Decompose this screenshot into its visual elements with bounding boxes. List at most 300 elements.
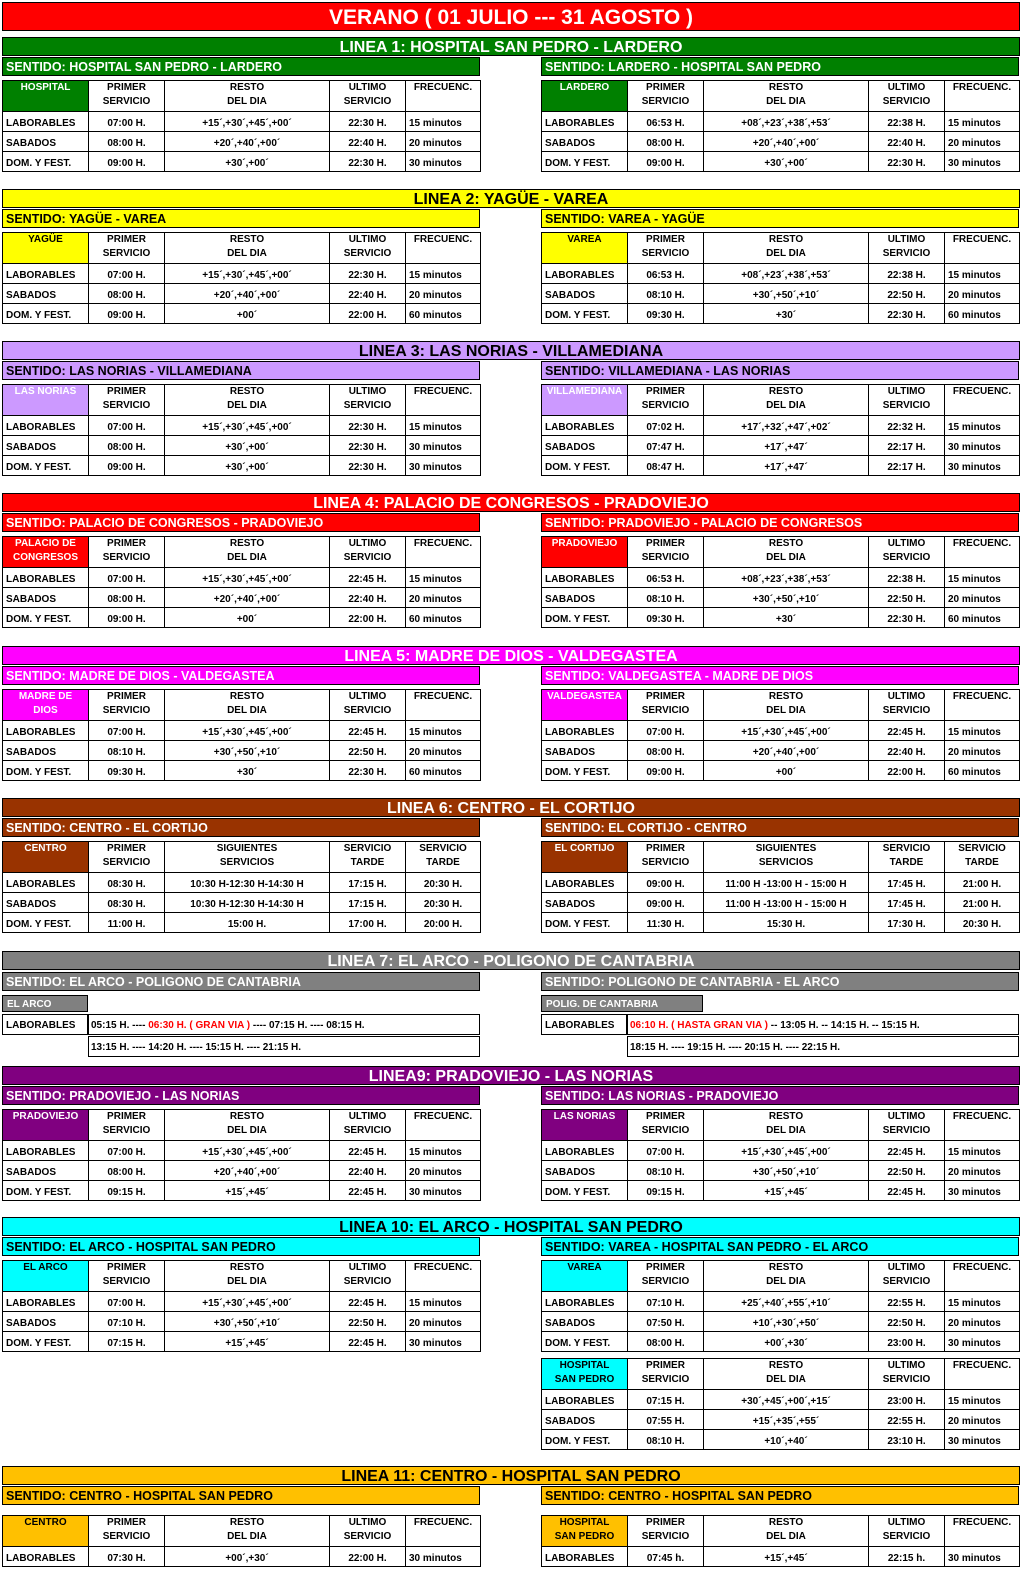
column-header-line: ULTIMO	[887, 1360, 926, 1371]
day-type: SABADOS	[542, 893, 628, 913]
table-cell: 20 minutos	[945, 1410, 1020, 1430]
column-header-line: FRECUENC.	[413, 1517, 473, 1528]
table-row	[542, 1141, 1020, 1161]
column-header	[869, 385, 945, 416]
table-cell: 08:00 H.	[89, 1161, 165, 1181]
table-cell: +30´,+00´	[704, 152, 869, 172]
column-header	[89, 537, 165, 568]
origin-name: VAREA	[567, 1262, 602, 1273]
column-header-line: SERVICIO	[958, 843, 1006, 854]
column-header-line: PRIMER	[107, 538, 146, 549]
table-cell: 09:15 H.	[628, 1181, 704, 1201]
table-cell: +20´,+40´,+00´	[704, 132, 869, 152]
table-cell: 20 minutos	[945, 132, 1020, 152]
day-type: LABORABLES	[3, 112, 89, 132]
origin-name: YAGÜE	[28, 234, 63, 245]
table-cell: 22:40 H.	[330, 284, 406, 304]
table-cell: 07:10 H.	[628, 1292, 704, 1312]
origin-name: CENTRO	[24, 1517, 67, 1528]
column-header	[89, 233, 165, 264]
origin-name: HOSPITAL	[20, 82, 71, 93]
column-header	[330, 537, 406, 568]
day-type: LABORABLES	[542, 873, 628, 893]
timetable	[2, 232, 481, 324]
column-header	[165, 842, 330, 873]
day-type: LABORABLES	[3, 416, 89, 436]
column-header-line: DEL DIA	[227, 1276, 267, 1287]
table-row	[3, 304, 481, 324]
table-cell: 60 minutos	[406, 761, 481, 781]
table-row	[542, 1161, 1020, 1181]
column-header	[628, 1516, 704, 1547]
line-title: LINEA 10: EL ARCO - HOSPITAL SAN PEDRO	[2, 1217, 1020, 1236]
table-cell: 08:47 H.	[628, 456, 704, 476]
table-row	[3, 608, 481, 628]
timetable	[541, 1109, 1020, 1201]
column-header	[165, 81, 330, 112]
day-type: LABORABLES	[3, 264, 89, 284]
table-cell: +00´,+30´	[165, 1547, 330, 1567]
column-header-line: FRECUENC.	[413, 1262, 473, 1273]
table-row	[3, 893, 481, 913]
column-header	[628, 537, 704, 568]
column-header-line: PRIMER	[646, 1111, 685, 1122]
departure-times: 13:15 H. ---- 14:20 H. ---- 15:15 H. ---- 21:15 H.	[88, 1036, 480, 1057]
table-cell: 22:38 H.	[869, 112, 945, 132]
column-header	[704, 1261, 869, 1292]
day-type: SABADOS	[542, 1410, 628, 1430]
table-cell: 22:40 H.	[330, 588, 406, 608]
day-type: SABADOS	[3, 1312, 89, 1332]
column-header	[869, 1110, 945, 1141]
table-cell: 22:50 H.	[869, 1312, 945, 1332]
line-title: LINEA 3: LAS NORIAS - VILLAMEDIANA	[2, 341, 1020, 360]
table-cell: 22:45 H.	[330, 1292, 406, 1312]
column-header-line: DEL DIA	[766, 96, 806, 107]
table-cell: 15 minutos	[406, 721, 481, 741]
column-header-line: DEL DIA	[766, 1125, 806, 1136]
table-cell: 23:00 H.	[869, 1332, 945, 1352]
origin-stop	[542, 1359, 628, 1390]
direction-label: SENTIDO: MADRE DE DIOS - VALDEGASTEA	[2, 666, 480, 685]
column-header-line: PRIMER	[646, 1517, 685, 1528]
origin-name-2: DIOS	[33, 705, 58, 716]
column-header-line: RESTO	[229, 386, 265, 397]
column-header-line: SERVICIO	[882, 552, 931, 563]
table-row	[3, 568, 481, 588]
origin-stop	[3, 1110, 89, 1141]
direction-label: SENTIDO: LAS NORIAS - VILLAMEDIANA	[2, 361, 480, 380]
day-type: LABORABLES	[3, 1292, 89, 1312]
column-header-line: DEL DIA	[227, 248, 267, 259]
column-header-line: RESTO	[768, 1360, 804, 1371]
timetable	[541, 689, 1020, 781]
origin-name: HOSPITAL	[559, 1517, 610, 1528]
direction-label: SENTIDO: VAREA - HOSPITAL SAN PEDRO - EL ARCO	[541, 1237, 1019, 1256]
table-cell: +15´,+45´	[704, 1547, 869, 1567]
table-cell: 22:00 H.	[869, 761, 945, 781]
origin-name: MADRE DE	[18, 691, 73, 702]
column-header-line: PRIMER	[107, 82, 146, 93]
column-header-line: SERVICIO	[882, 400, 931, 411]
table-row	[3, 1141, 481, 1161]
table-row	[3, 112, 481, 132]
page-title: VERANO ( 01 JULIO --- 31 AGOSTO )	[2, 2, 1020, 31]
day-type: LABORABLES	[542, 568, 628, 588]
day-type: LABORABLES	[542, 721, 628, 741]
table-cell: 30 minutos	[406, 456, 481, 476]
day-type: SABADOS	[542, 436, 628, 456]
table-row	[542, 913, 1020, 933]
column-header-line: FRECUENC.	[952, 1111, 1012, 1122]
column-header-line: RESTO	[768, 1517, 804, 1528]
header-row	[3, 1110, 481, 1141]
table-cell: 07:00 H.	[89, 568, 165, 588]
timetable	[541, 80, 1020, 172]
times-text: ---- 07:15 H. ---- 08:15 H.	[250, 1020, 365, 1031]
column-header-line: PRIMER	[107, 386, 146, 397]
table-row	[3, 152, 481, 172]
table-cell: 15 minutos	[945, 568, 1020, 588]
line-title: LINEA 1: HOSPITAL SAN PEDRO - LARDERO	[2, 37, 1020, 56]
table-cell: 08:00 H.	[628, 741, 704, 761]
table-row	[542, 741, 1020, 761]
table-row	[3, 1161, 481, 1181]
table-cell: +30´,+00´	[165, 456, 330, 476]
table-cell: 22:30 H.	[330, 112, 406, 132]
table-cell: 09:00 H.	[628, 873, 704, 893]
direction-label: SENTIDO: YAGÜE - VAREA	[2, 209, 480, 228]
column-header	[330, 1516, 406, 1547]
table-cell: 07:30 H.	[89, 1547, 165, 1567]
day-type: DOM. Y FEST.	[3, 152, 89, 172]
column-header-line: SERVICIO	[102, 552, 151, 563]
column-header-line: PRIMER	[107, 1262, 146, 1273]
table-cell: 09:00 H.	[628, 761, 704, 781]
column-header	[628, 1261, 704, 1292]
table-cell: 09:00 H.	[628, 152, 704, 172]
day-type: DOM. Y FEST.	[3, 456, 89, 476]
column-header-line: RESTO	[768, 82, 804, 93]
table-cell: 22:45 H.	[330, 721, 406, 741]
table-row	[542, 264, 1020, 284]
line-title: LINEA 7: EL ARCO - POLIGONO DE CANTABRIA	[2, 951, 1020, 970]
table-cell: 23:00 H.	[869, 1390, 945, 1410]
header-row	[542, 1359, 1020, 1390]
column-header-line: SERVICIO	[343, 552, 392, 563]
column-header-line: PRIMER	[107, 1111, 146, 1122]
column-header-line: RESTO	[229, 82, 265, 93]
table-cell: 07:00 H.	[628, 1141, 704, 1161]
day-type: DOM. Y FEST.	[542, 456, 628, 476]
table-cell: 09:00 H.	[628, 893, 704, 913]
table-cell: +30´,+50´,+10´	[704, 588, 869, 608]
header-row	[542, 1110, 1020, 1141]
table-cell: 07:00 H.	[89, 1141, 165, 1161]
table-row	[542, 112, 1020, 132]
table-cell: +15´,+30´,+45´,+00´	[165, 264, 330, 284]
column-header-line: ULTIMO	[887, 538, 926, 549]
column-header-line: FRECUENC.	[952, 1360, 1012, 1371]
column-header	[330, 1110, 406, 1141]
table-cell: 22:30 H.	[330, 436, 406, 456]
column-header-line: SERVICIO	[343, 843, 392, 854]
day-type: SABADOS	[542, 284, 628, 304]
table-cell: +30´	[704, 608, 869, 628]
table-cell: 08:00 H.	[89, 436, 165, 456]
origin-stop	[542, 690, 628, 721]
column-header	[869, 1261, 945, 1292]
column-header	[869, 842, 945, 873]
day-type: LABORABLES	[3, 568, 89, 588]
table-cell: +15´,+30´,+45´,+00´	[165, 1292, 330, 1312]
day-type: DOM. Y FEST.	[542, 1181, 628, 1201]
column-header-line: DEL DIA	[227, 552, 267, 563]
table-cell: 20 minutos	[945, 1312, 1020, 1332]
timetable	[541, 841, 1020, 933]
table-cell: 22:00 H.	[330, 304, 406, 324]
column-header	[89, 81, 165, 112]
column-header	[165, 537, 330, 568]
column-header-line: SERVICIO	[343, 96, 392, 107]
table-cell: 30 minutos	[945, 436, 1020, 456]
column-header-line: ULTIMO	[348, 691, 387, 702]
table-cell: 07:47 H.	[628, 436, 704, 456]
origin-name: LAS NORIAS	[14, 386, 77, 397]
column-header-line: SERVICIO	[641, 1125, 690, 1136]
column-header	[165, 385, 330, 416]
table-cell: 17:15 H.	[330, 873, 406, 893]
table-row	[542, 152, 1020, 172]
table-row	[3, 913, 481, 933]
direction-label: SENTIDO: EL CORTIJO - CENTRO	[541, 818, 1019, 837]
table-cell: +15´,+30´,+45´,+00´	[165, 721, 330, 741]
day-type: SABADOS	[542, 588, 628, 608]
day-type: DOM. Y FEST.	[542, 761, 628, 781]
column-header-line: PRIMER	[107, 1517, 146, 1528]
column-header	[869, 1359, 945, 1390]
column-header-line: SERVICIO	[641, 552, 690, 563]
column-header-line: SERVICIO	[641, 1276, 690, 1287]
table-cell: 30 minutos	[406, 1547, 481, 1567]
table-cell: 20 minutos	[406, 284, 481, 304]
table-row	[542, 1547, 1020, 1567]
direction-label: SENTIDO: PRADOVIEJO - PALACIO DE CONGRESOS	[541, 513, 1019, 532]
timetable	[2, 384, 481, 476]
table-row	[3, 264, 481, 284]
origin-name: VAREA	[567, 234, 602, 245]
column-header-line: DEL DIA	[766, 705, 806, 716]
header-row	[542, 842, 1020, 873]
origin-name-2: SAN PEDRO	[554, 1531, 615, 1542]
column-header-line: ULTIMO	[887, 1262, 926, 1273]
origin-stop	[3, 233, 89, 264]
column-header-line: SERVICIO	[343, 248, 392, 259]
table-cell: 22:00 H.	[330, 1547, 406, 1567]
column-header-line: ULTIMO	[887, 1111, 926, 1122]
column-header-line: SERVICIO	[343, 1125, 392, 1136]
table-cell: 22:40 H.	[330, 1161, 406, 1181]
origin-stop: EL ARCO	[2, 995, 88, 1012]
column-header-line: SERVICIO	[641, 857, 690, 868]
table-cell: 20:30 H.	[406, 873, 481, 893]
table-row	[542, 436, 1020, 456]
table-cell: 09:15 H.	[89, 1181, 165, 1201]
direction-label: SENTIDO: EL ARCO - HOSPITAL SAN PEDRO	[2, 1237, 480, 1256]
table-cell: 22:50 H.	[869, 1161, 945, 1181]
column-header	[704, 1110, 869, 1141]
origin-name-2: SAN PEDRO	[554, 1374, 615, 1385]
table-cell: 15 minutos	[406, 264, 481, 284]
table-row	[3, 873, 481, 893]
column-header	[165, 690, 330, 721]
table-cell: 20 minutos	[945, 1161, 1020, 1181]
table-row	[3, 1292, 481, 1312]
column-header-line: ULTIMO	[887, 82, 926, 93]
table-cell: 30 minutos	[945, 456, 1020, 476]
header-row	[3, 233, 481, 264]
times-text: 05:15 H. ----	[91, 1020, 149, 1031]
column-header-line: PRIMER	[646, 386, 685, 397]
day-type: SABADOS	[3, 893, 89, 913]
table-row	[542, 456, 1020, 476]
timetable	[541, 1358, 1020, 1450]
table-cell: 60 minutos	[945, 304, 1020, 324]
line-title: LINEA 2: YAGÜE - VAREA	[2, 189, 1020, 208]
header-row	[542, 385, 1020, 416]
table-cell: 22:30 H.	[330, 416, 406, 436]
day-type: DOM. Y FEST.	[3, 761, 89, 781]
timetable	[541, 232, 1020, 324]
departure-times: 18:15 H. ---- 19:15 H. ---- 20:15 H. ---- 22:15 H.	[627, 1036, 1019, 1057]
column-header-line: FRECUENC.	[413, 386, 473, 397]
table-cell: 22:00 H.	[330, 608, 406, 628]
table-cell: 08:00 H.	[89, 132, 165, 152]
column-header-line: RESTO	[768, 538, 804, 549]
origin-name: LARDERO	[559, 82, 610, 93]
table-cell: +30´,+50´,+10´	[165, 741, 330, 761]
day-type: SABADOS	[542, 1312, 628, 1332]
column-header-line: PRIMER	[646, 1360, 685, 1371]
header-row	[542, 233, 1020, 264]
origin-stop	[542, 385, 628, 416]
table-cell: 30 minutos	[945, 1332, 1020, 1352]
direction-label: SENTIDO: VALDEGASTEA - MADRE DE DIOS	[541, 666, 1019, 685]
day-type: LABORABLES	[542, 1141, 628, 1161]
table-cell: 07:02 H.	[628, 416, 704, 436]
column-header-line: SERVICIO	[641, 1374, 690, 1385]
table-cell: +20´,+40´,+00´	[165, 1161, 330, 1181]
day-type: SABADOS	[542, 1161, 628, 1181]
column-header-line: RESTO	[229, 1262, 265, 1273]
direction-label: SENTIDO: EL ARCO - POLIGONO DE CANTABRIA	[2, 972, 480, 991]
table-cell: 17:45 H.	[869, 873, 945, 893]
table-cell: 08:00 H.	[89, 284, 165, 304]
column-header-line: RESTO	[229, 1517, 265, 1528]
table-row	[542, 284, 1020, 304]
origin-name: PRADOVIEJO	[551, 538, 618, 549]
table-cell: 15 minutos	[406, 568, 481, 588]
table-cell: 08:30 H.	[89, 893, 165, 913]
column-header-line: SIGUIENTES	[755, 843, 817, 854]
table-cell: 15 minutos	[945, 416, 1020, 436]
column-header-line: FRECUENC.	[413, 82, 473, 93]
column-header	[869, 1516, 945, 1547]
column-header	[330, 385, 406, 416]
table-cell: 22:30 H.	[330, 264, 406, 284]
day-type: LABORABLES	[542, 264, 628, 284]
table-cell: 09:00 H.	[89, 456, 165, 476]
origin-stop	[3, 81, 89, 112]
timetable	[2, 1109, 481, 1201]
table-cell: +08´,+23´,+38´,+53´	[704, 112, 869, 132]
table-cell: 11:30 H.	[628, 913, 704, 933]
day-type: LABORABLES	[2, 1014, 88, 1035]
day-type: LABORABLES	[3, 1141, 89, 1161]
day-type: LABORABLES	[3, 721, 89, 741]
column-header-line: SERVICIO	[102, 705, 151, 716]
column-header-line: SERVICIO	[102, 857, 151, 868]
origin-stop: POLIG. DE CANTABRIA	[541, 995, 703, 1012]
highlighted-time: 06:30 H. ( GRAN VIA )	[148, 1020, 251, 1031]
origin-stop	[3, 842, 89, 873]
column-header-line: SERVICIO	[102, 96, 151, 107]
column-header	[406, 1516, 481, 1547]
table-row	[542, 416, 1020, 436]
column-header	[406, 81, 481, 112]
header-row	[542, 1261, 1020, 1292]
table-cell: 22:40 H.	[869, 741, 945, 761]
table-cell: 30 minutos	[945, 1547, 1020, 1567]
table-cell: +17´,+47´	[704, 436, 869, 456]
line-title: LINEA 5: MADRE DE DIOS - VALDEGASTEA	[2, 646, 1020, 665]
table-cell: 22:40 H.	[869, 132, 945, 152]
column-header-line: RESTO	[229, 234, 265, 245]
column-header-line: DEL DIA	[227, 400, 267, 411]
column-header	[628, 81, 704, 112]
origin-stop	[3, 690, 89, 721]
header-row	[542, 690, 1020, 721]
table-cell: 07:00 H.	[89, 416, 165, 436]
column-header	[330, 233, 406, 264]
column-header-line: SERVICIO	[641, 705, 690, 716]
column-header-line: RESTO	[229, 538, 265, 549]
table-cell: +20´,+40´,+00´	[165, 284, 330, 304]
table-row	[3, 132, 481, 152]
column-header-line: RESTO	[768, 234, 804, 245]
timetable	[2, 1515, 481, 1567]
table-cell: +30´	[165, 761, 330, 781]
direction-label: SENTIDO: HOSPITAL SAN PEDRO - LARDERO	[2, 57, 480, 76]
timetable	[2, 841, 481, 933]
table-cell: 30 minutos	[406, 436, 481, 456]
table-cell: 22:45 H.	[330, 1141, 406, 1161]
direction-label: SENTIDO: VAREA - YAGÜE	[541, 209, 1019, 228]
table-cell: +15´,+45´	[165, 1332, 330, 1352]
column-header-line: ULTIMO	[887, 691, 926, 702]
table-cell: 20 minutos	[406, 588, 481, 608]
column-header-line: SERVICIO	[102, 1276, 151, 1287]
column-header	[330, 81, 406, 112]
column-header-line: ULTIMO	[348, 1517, 387, 1528]
column-header-line: FRECUENC.	[952, 1262, 1012, 1273]
column-header-line: TARDE	[889, 857, 924, 868]
column-header-line: ULTIMO	[887, 386, 926, 397]
table-cell: 20:30 H.	[406, 893, 481, 913]
table-cell: +17´,+32´,+47´,+02´	[704, 416, 869, 436]
table-cell: 17:15 H.	[330, 893, 406, 913]
column-header-line: SERVICIO	[343, 1276, 392, 1287]
